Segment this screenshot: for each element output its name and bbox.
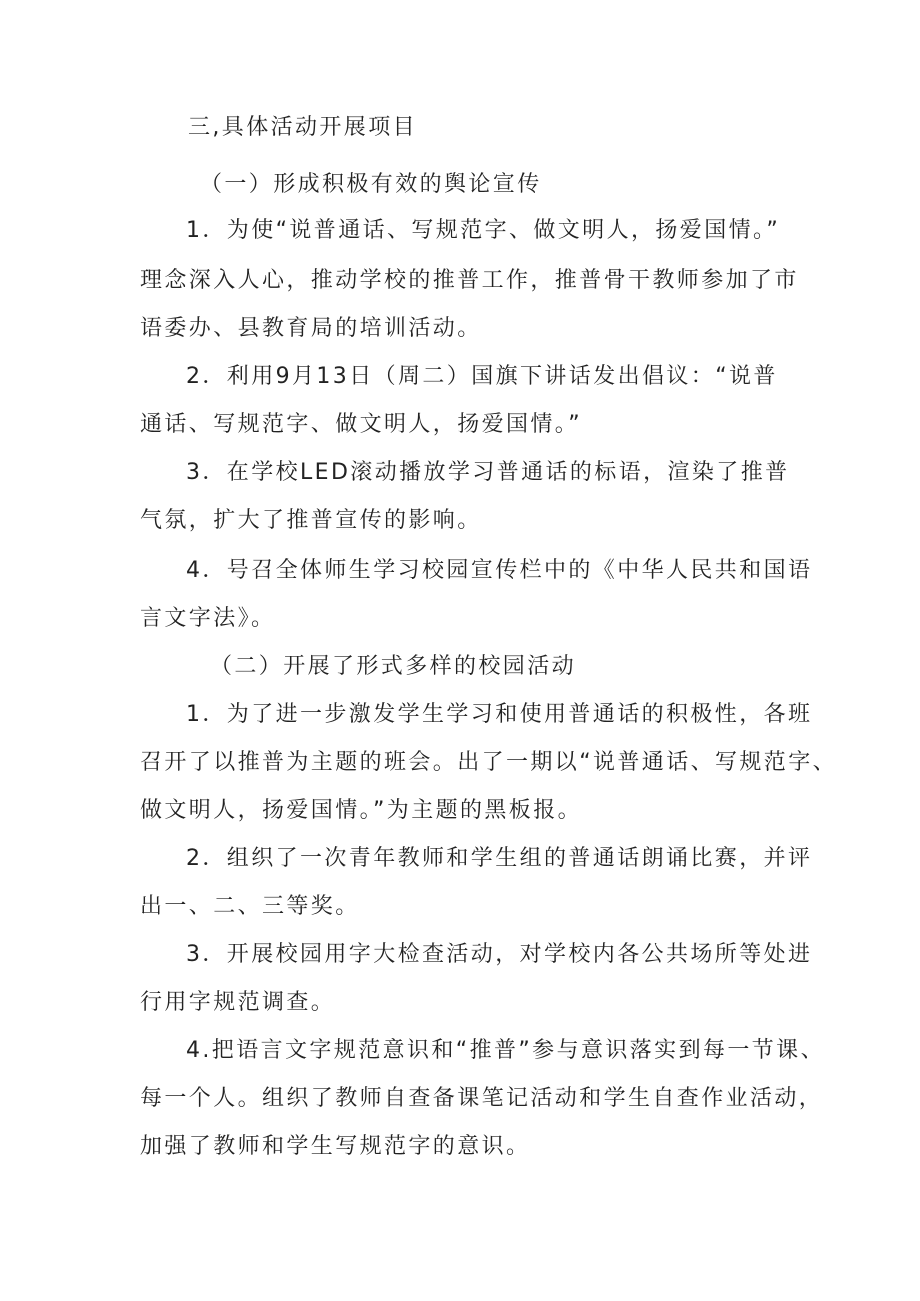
paragraph-line: 出一、二、三等奖。 [140, 894, 360, 919]
paragraph-line: 通话、写规范字、做文明人，扬爱国情。” [140, 412, 582, 437]
subsection-heading: （二）开展了形式多样的校园活动 [210, 654, 577, 679]
paragraph-line: 召开了以推普为主题的班会。出了一期以“说普通话、写规范字、 [140, 750, 837, 775]
paragraph-line: 语委办、县教育局的培训活动。 [140, 316, 482, 341]
paragraph-line: 做文明人，扬爱国情。”为主题的黑板报。 [140, 798, 582, 823]
paragraph-line: 2．利用9月13日（周二）国旗下讲话发出倡议：“说普 [186, 364, 778, 389]
paragraph-line: 加强了教师和学生写规范字的意识。 [140, 1134, 531, 1159]
section-heading: 三,具体活动开展项目 [188, 115, 417, 140]
subsection-heading: （一）形成积极有效的舆论宣传 [200, 172, 542, 197]
paragraph-line: 4.把语言文字规范意识和“推普”参与意识落实到每一节课、 [186, 1038, 825, 1063]
paragraph-line: 1．为使“说普通话、写规范字、做文明人，扬爱国情。” [186, 218, 781, 243]
paragraph-line: 行用字规范调查。 [140, 990, 336, 1015]
paragraph-line: 3．在学校LED滚动播放学习普通话的标语，渲染了推普 [186, 460, 790, 485]
paragraph-line: 理念深入人心，推动学校的推普工作，推普骨干教师参加了市 [140, 268, 799, 293]
paragraph-line: 气氛，扩大了推普宣传的影响。 [140, 508, 482, 533]
paragraph-line: 3．开展校园用字大检查活动，对学校内各公共场所等处进 [186, 942, 813, 967]
paragraph-line: 每一个人。组织了教师自查备课笔记活动和学生自查作业活动， [140, 1086, 824, 1111]
paragraph-line: 1．为了进一步激发学生学习和使用普通话的积极性，各班 [186, 702, 813, 727]
paragraph-line: 言文字法》。 [140, 606, 276, 631]
paragraph-line: 2．组织了一次青年教师和学生组的普通话朗诵比赛，并评 [186, 846, 813, 871]
paragraph-line: 4．号召全体师生学习校园宣传栏中的《中华人民共和国语 [186, 558, 813, 583]
